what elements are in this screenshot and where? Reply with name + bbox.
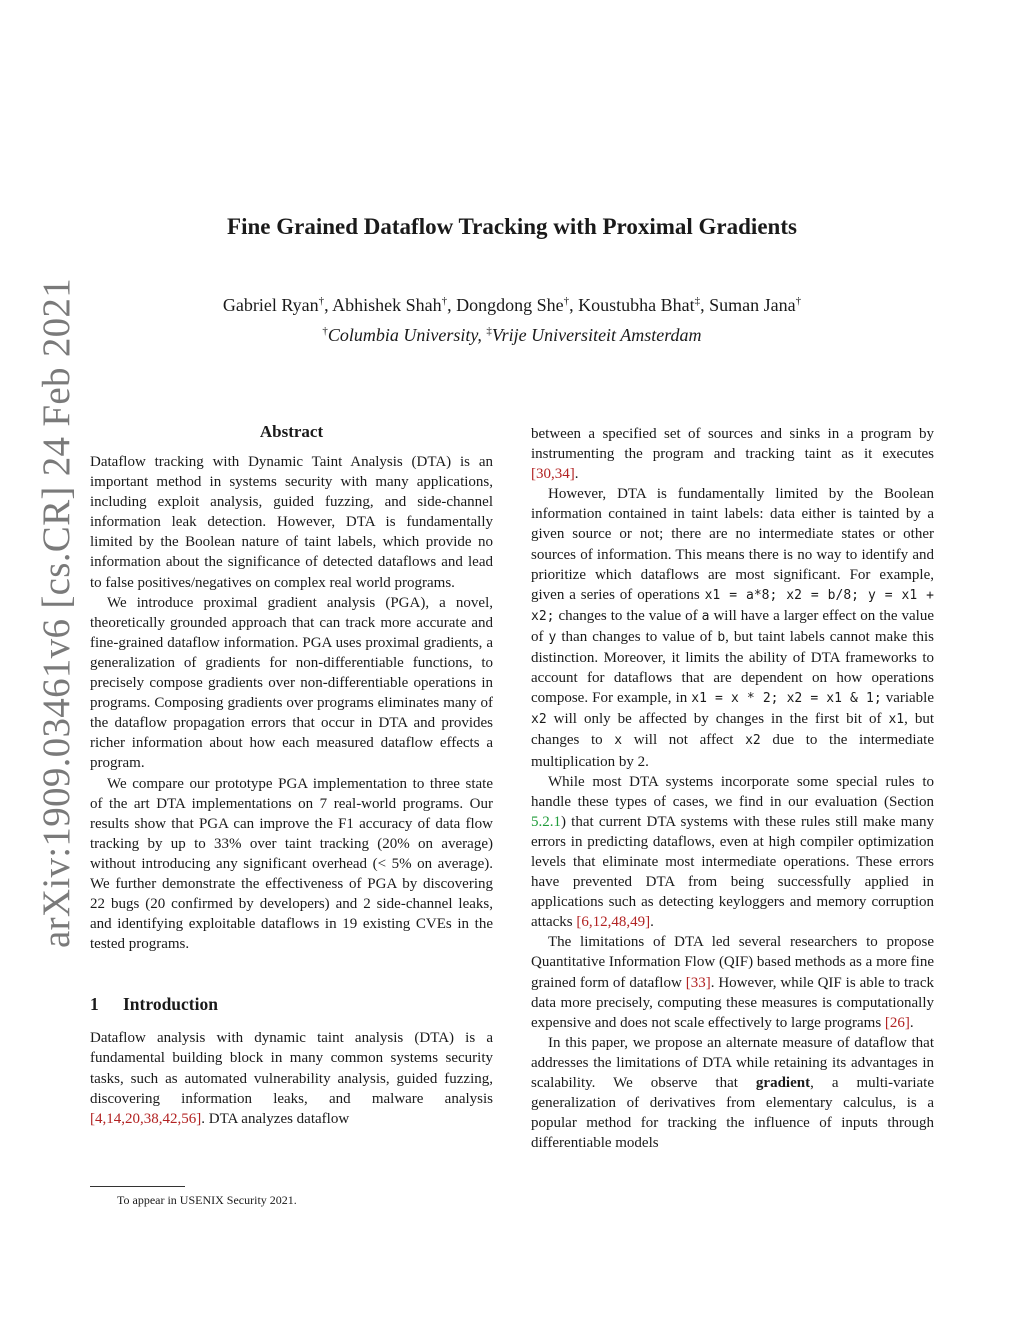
body-paragraph: The limitations of DTA led several researchers to propose Quantitative Information Flow (QIF) based methods as a more fine grained form of dataflow [33]. However, while QIF is able to track data more precisely, computing these measures is computationally expensive and does not scale effectively to large programs [26]. — [531, 934, 934, 1031]
body-paragraph: between a specified set of sources and sinks in a program by instrumenting the program and tracking taint as it executes [30,34]. — [531, 426, 934, 483]
citation-link[interactable]: [4,14,20,38,42,56] — [90, 1110, 202, 1127]
section-heading-introduction: 1 Introduction — [90, 994, 218, 1015]
section-cross-reference[interactable]: 5.2.1 — [531, 813, 561, 830]
code-snippet: b — [717, 629, 726, 645]
author: Gabriel Ryan†, — [222, 295, 333, 315]
author: Abhishek Shah†, — [332, 295, 457, 315]
footnote-divider — [90, 1186, 185, 1187]
code-snippet: x1 = x * 2; x2 = x1 & 1; — [691, 691, 882, 707]
code-snippet: y — [548, 629, 557, 645]
abstract-heading: Abstract — [259, 422, 324, 441]
arxiv-identifier-stamp: arXiv:1909.03461v6 [cs.CR] 24 Feb 2021 — [35, 277, 78, 948]
intro-paragraph: Dataflow analysis with dynamic taint analysis (DTA) is a fundamental building block in many common systems security tasks, such as automated vulnerability analysis, guided fuzzing, discovering information leaks, and malware analysis [4,14,20,38,42,56]. DTA analyzes dataflow — [90, 1030, 493, 1127]
body-paragraph: In this paper, we propose an alternate measure of dataflow that addresses the limitations of DTA while retaining its advantages in scalability. We observe that gradient, a multi-variate generalization of derivatives from elementary calculus, is a popular method for tracking the influence of inputs through differentiable models — [531, 1034, 934, 1152]
citation-link[interactable]: [26] — [884, 1014, 910, 1031]
citation-link[interactable]: [30,34] — [531, 466, 575, 483]
abstract-paragraph: Dataflow tracking with Dynamic Taint Analysis (DTA) is an important method in systems security with many applications, including exploit analysis, guided fuzzing, and side-channel information leak detection. However, DTA is fundamentally limited by the Boolean nature of taint labels, which provide no information about the significance of detected dataflows and lead to false positives/negatives on complex real world programs. — [90, 454, 493, 591]
paper-title: Fine Grained Dataflow Tracking with Proximal Gradients — [227, 214, 797, 239]
bold-term: gradient — [755, 1075, 811, 1091]
code-snippet: a — [701, 608, 710, 624]
body-paragraph: While most DTA systems incorporate some special rules to handle these types of cases, we find in our evaluation (Section 5.2.1) that current DTA systems with these rules still make many errors in predicting dataflows, even at high compiler optimization levels that eliminate most intermediate operations. These errors have prevented DTA from being successfully applied in applications such as detecting keyloggers and memory corruption attacks [6,12,48,49]. — [531, 773, 934, 931]
left-column — [90, 420, 493, 1129]
author: Dongdong She†, — [456, 295, 579, 315]
code-snippet: x — [614, 733, 623, 749]
footnote: To appear in USENIX Security 2021. — [117, 1193, 297, 1207]
abstract-paragraph: We introduce proximal gradient analysis (PGA), a novel, theoretically grounded approach that can track more accurate and fine-grained dataflow information. PGA uses proximal gradients, a generalization of gradients for non-differentiable functions, to precisely compose gradients over non-differentiable operations in programs. Composing gradients over programs eliminates many of the dataflow propagation errors that occur in DTA and provides richer information about how each measured dataflow effects a program. — [90, 594, 493, 772]
code-snippet: x2 — [745, 733, 761, 749]
code-snippet: x2 — [531, 712, 547, 728]
citation-link[interactable]: [33] — [685, 974, 711, 991]
abstract-paragraph: We compare our prototype PGA implementation to three state of the art DTA implementations on 7 real-world programs. Our results show that PGA can improve the F1 accuracy of data flow tracking by up to 33% over taint tracking (20% on average) without introducing any significant overhead (< 5% on average). We further demonstrate the effectiveness of PGA by discovering 22 bugs (20 confirmed by developers) and 2 side-channel leaks, and identifying exploitable dataflows in 19 existing CVEs in the tested programs. — [90, 775, 493, 953]
author: Koustubha Bhat‡, — [578, 295, 710, 315]
author-block — [0, 288, 1024, 348]
code-snippet: x1 — [888, 712, 905, 728]
citation-link[interactable]: [6,12,48,49] — [576, 914, 651, 931]
right-column — [531, 424, 934, 1153]
author: Suman Jana† — [709, 295, 802, 315]
affiliations: †Columbia University, ‡Vrije Universiteit Amsterdam — [322, 325, 702, 345]
code-snippet: x1 = a*8; x2 = b/8; y = x1 + x2; — [531, 587, 934, 624]
body-paragraph: However, DTA is fundamentally limited by the Boolean information contained in taint labels: data either is tainted by a given source or not; there are no intermediate states or other sources of information. This means there is no way to identify and prioritize which dataflows are most significant. For example, given a series of operations x1 = a*8; x2 = b/8; y = x1 + x2; changes to the value of a will have a larger effect on the value of y than changes to value of b, but taint labels cannot make this distinction. Moreover, it limits the ability of DTA frameworks to account for dataflows that are dependent on how operations compose. For example, in x1 = x * 2; x2 = x1 & 1; variable x2 will only be affected by changes in the first bit of x1, but changes to x will not affect x2 due to the intermediate multiplication by 2. — [531, 486, 935, 770]
author-list — [0, 288, 1024, 318]
